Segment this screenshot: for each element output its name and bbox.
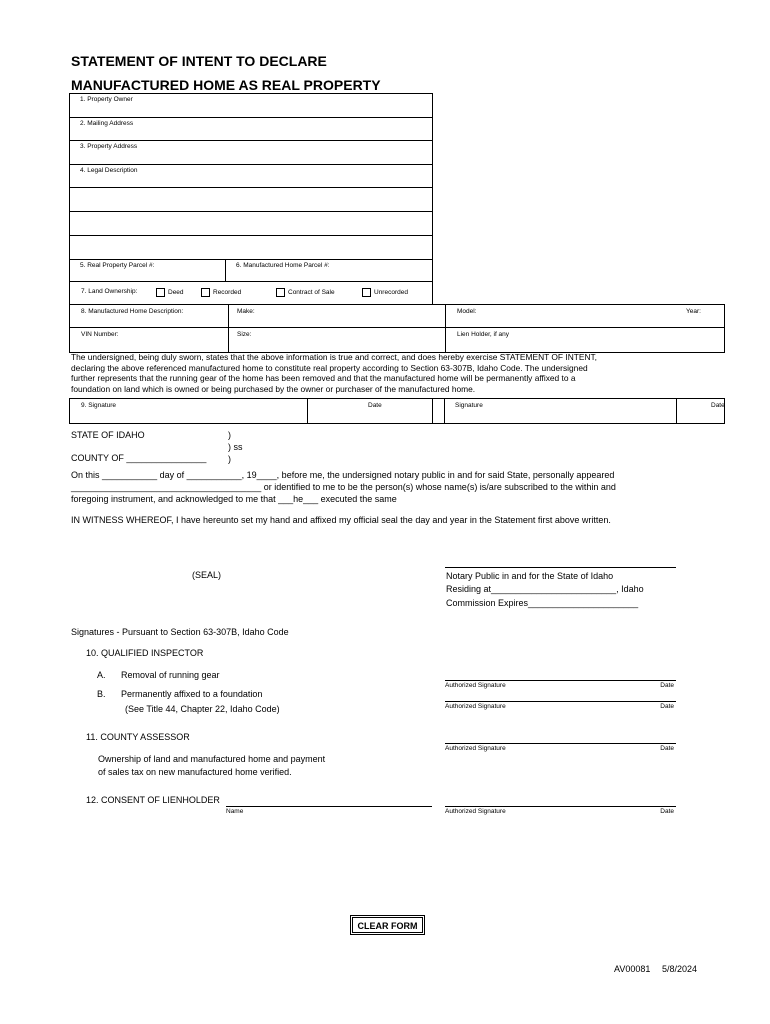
witness-text: IN WITNESS WHEREOF, I have hereunto set my hand and affixed my official seal the day and year in the Statement first above written. xyxy=(71,515,611,525)
divider xyxy=(676,398,677,424)
label-land-ownership: 7. Land Ownership: xyxy=(81,288,138,295)
divider xyxy=(307,398,308,424)
notary-line-2: ______________________________________ or identified to me to be the person(s) whose name(s) is/are subscribed to the within and xyxy=(71,482,616,492)
signatures-header: Signatures - Pursuant to Section 63-307B, Idaho Code xyxy=(71,627,289,637)
notary-line-3: foregoing instrument, and acknowledged to me that ___he___ executed the same xyxy=(71,494,397,504)
checkbox-deed[interactable] xyxy=(156,288,184,297)
label-mh-parcel: 6. Manufactured Home Parcel #: xyxy=(236,262,330,269)
signature-row-assessor xyxy=(445,745,676,752)
name-line[interactable] xyxy=(226,806,432,807)
seal-label: (SEAL) xyxy=(192,570,222,580)
authorized-signature-label: Authorized Signature xyxy=(445,808,506,815)
form-title-line1: STATEMENT OF INTENT TO DECLARE xyxy=(71,53,327,69)
checkbox-recorded-box[interactable] xyxy=(201,288,210,297)
field-real-property-parcel[interactable] xyxy=(69,259,226,282)
item-b-letter: B. xyxy=(97,689,106,699)
checkbox-deed-box[interactable] xyxy=(156,288,165,297)
field-legal-description-4[interactable] xyxy=(69,235,433,260)
label-property-owner: 1. Property Owner xyxy=(80,96,133,103)
authorized-signature-label: Authorized Signature xyxy=(445,703,506,710)
item-b-text: Permanently affixed to a foundation xyxy=(121,689,263,699)
declaration-line: further represents that the running gear of the home has been removed and that the manufactured home will be permanently affixed to a xyxy=(71,373,576,383)
label-legal-description: 4. Legal Description xyxy=(80,167,138,174)
item-a-letter: A. xyxy=(97,670,106,680)
checkbox-contract-box[interactable] xyxy=(276,288,285,297)
notary-line-1: On this ___________ day of ___________, 19____, before me, the undersigned notary public in and for said State, personally appeared xyxy=(71,470,615,480)
notary-public-label: Notary Public in and for the State of Idaho xyxy=(446,571,614,581)
assessor-text-1: Ownership of land and manufactured home and payment xyxy=(98,754,326,764)
date-label: Date xyxy=(660,703,674,710)
field-make[interactable]: Make: xyxy=(237,308,255,315)
field-legal-description-3[interactable] xyxy=(69,211,433,236)
field-size[interactable]: Size: xyxy=(237,331,252,338)
declaration-line: declaring the above referenced manufactured home to constitute real property according to Section 63-307B, Idaho Code. The undersigned xyxy=(71,362,588,373)
date-label: Date xyxy=(660,682,674,689)
commission-expires: Commission Expires______________________ xyxy=(446,598,639,608)
signature-line[interactable] xyxy=(445,743,676,744)
divider xyxy=(445,567,676,568)
form-code: AV00081 xyxy=(614,964,651,974)
paren: ) xyxy=(228,430,231,440)
authorized-signature-label: Authorized Signature xyxy=(445,745,506,752)
field-legal-description[interactable] xyxy=(69,164,433,188)
ss-label: ) ss xyxy=(228,442,243,452)
field-vin[interactable]: VIN Number: xyxy=(81,331,119,338)
signature-row xyxy=(69,398,725,424)
signature-line[interactable] xyxy=(445,680,676,681)
field-mailing-address[interactable] xyxy=(69,117,433,141)
vin-row xyxy=(69,327,725,353)
field-model[interactable]: Model: xyxy=(457,308,477,315)
state-of-idaho: STATE OF IDAHO xyxy=(71,430,145,440)
residing-at: Residing at_________________________, Idaho xyxy=(446,584,644,594)
field-signature-9[interactable]: 9. Signature xyxy=(81,402,117,409)
divider xyxy=(228,327,229,353)
declaration-line: foundation on land which is owned or being purchased by the owner or purchaser of the manufactured home. xyxy=(71,383,476,394)
qualified-inspector: 10. QUALIFIED INSPECTOR xyxy=(86,648,204,658)
county-assessor: 11. COUNTY ASSESSOR xyxy=(86,732,190,742)
checkbox-contract-label: Contract of Sale xyxy=(288,289,335,297)
item-a-text: Removal of running gear xyxy=(121,670,220,680)
declaration-line: The undersigned, being duly sworn, states that the above information is true and correct, and does hereby exercise STATEMENT OF INTENT, xyxy=(71,352,598,362)
divider xyxy=(432,398,433,424)
divider xyxy=(445,304,446,328)
form-title-line2: MANUFACTURED HOME AS REAL PROPERTY xyxy=(71,77,381,93)
checkbox-deed-label: Deed xyxy=(168,289,184,297)
date-label: Date xyxy=(660,808,674,815)
paren: ) xyxy=(228,454,231,464)
label-real-property-parcel: 5. Real Property Parcel #: xyxy=(80,262,155,269)
label-mailing-address: 2. Mailing Address xyxy=(80,120,134,127)
field-lien-holder[interactable]: Lien Holder, if any xyxy=(457,331,510,338)
consent-of-lienholder: 12. CONSENT OF LIENHOLDER xyxy=(86,795,220,805)
authorized-signature-label: Authorized Signature xyxy=(445,682,506,689)
field-property-address[interactable] xyxy=(69,140,433,165)
checkbox-contract[interactable] xyxy=(276,288,335,297)
field-mh-parcel[interactable] xyxy=(225,259,433,282)
signature-row-lienholder xyxy=(445,808,676,815)
name-label: Name xyxy=(226,808,244,815)
clear-form-button[interactable]: CLEAR FORM xyxy=(352,917,423,933)
divider xyxy=(228,304,229,328)
field-date-1[interactable]: Date xyxy=(368,402,382,409)
signature-line[interactable] xyxy=(445,701,676,702)
label-mh-description: 8. Manufactured Home Description: xyxy=(81,308,184,315)
field-property-owner[interactable] xyxy=(69,93,433,118)
item-b-note: (See Title 44, Chapter 22, Idaho Code) xyxy=(125,704,280,714)
label-property-address: 3. Property Address xyxy=(80,143,138,150)
signature-row-b xyxy=(445,703,676,710)
checkbox-recorded[interactable] xyxy=(201,288,241,297)
field-year[interactable]: Year: xyxy=(686,308,701,315)
divider xyxy=(445,327,446,353)
field-legal-description-2[interactable] xyxy=(69,187,433,212)
declaration-text xyxy=(71,352,731,394)
assessor-text-2: of sales tax on new manufactured home verified. xyxy=(98,767,292,777)
checkbox-unrecorded-box[interactable] xyxy=(362,288,371,297)
signature-row-a xyxy=(445,682,676,689)
form-date: 5/8/2024 xyxy=(662,964,698,974)
signature-line[interactable] xyxy=(445,806,676,807)
field-signature-2[interactable]: Signature xyxy=(455,402,483,409)
checkbox-recorded-label: Recorded xyxy=(213,289,242,297)
date-label: Date xyxy=(660,745,674,752)
field-date-2[interactable]: Date xyxy=(711,402,725,409)
checkbox-unrecorded[interactable] xyxy=(362,288,408,297)
checkbox-unrecorded-label: Unrecorded xyxy=(374,289,408,297)
divider xyxy=(444,398,445,424)
county-of: COUNTY OF ________________ xyxy=(71,453,207,463)
